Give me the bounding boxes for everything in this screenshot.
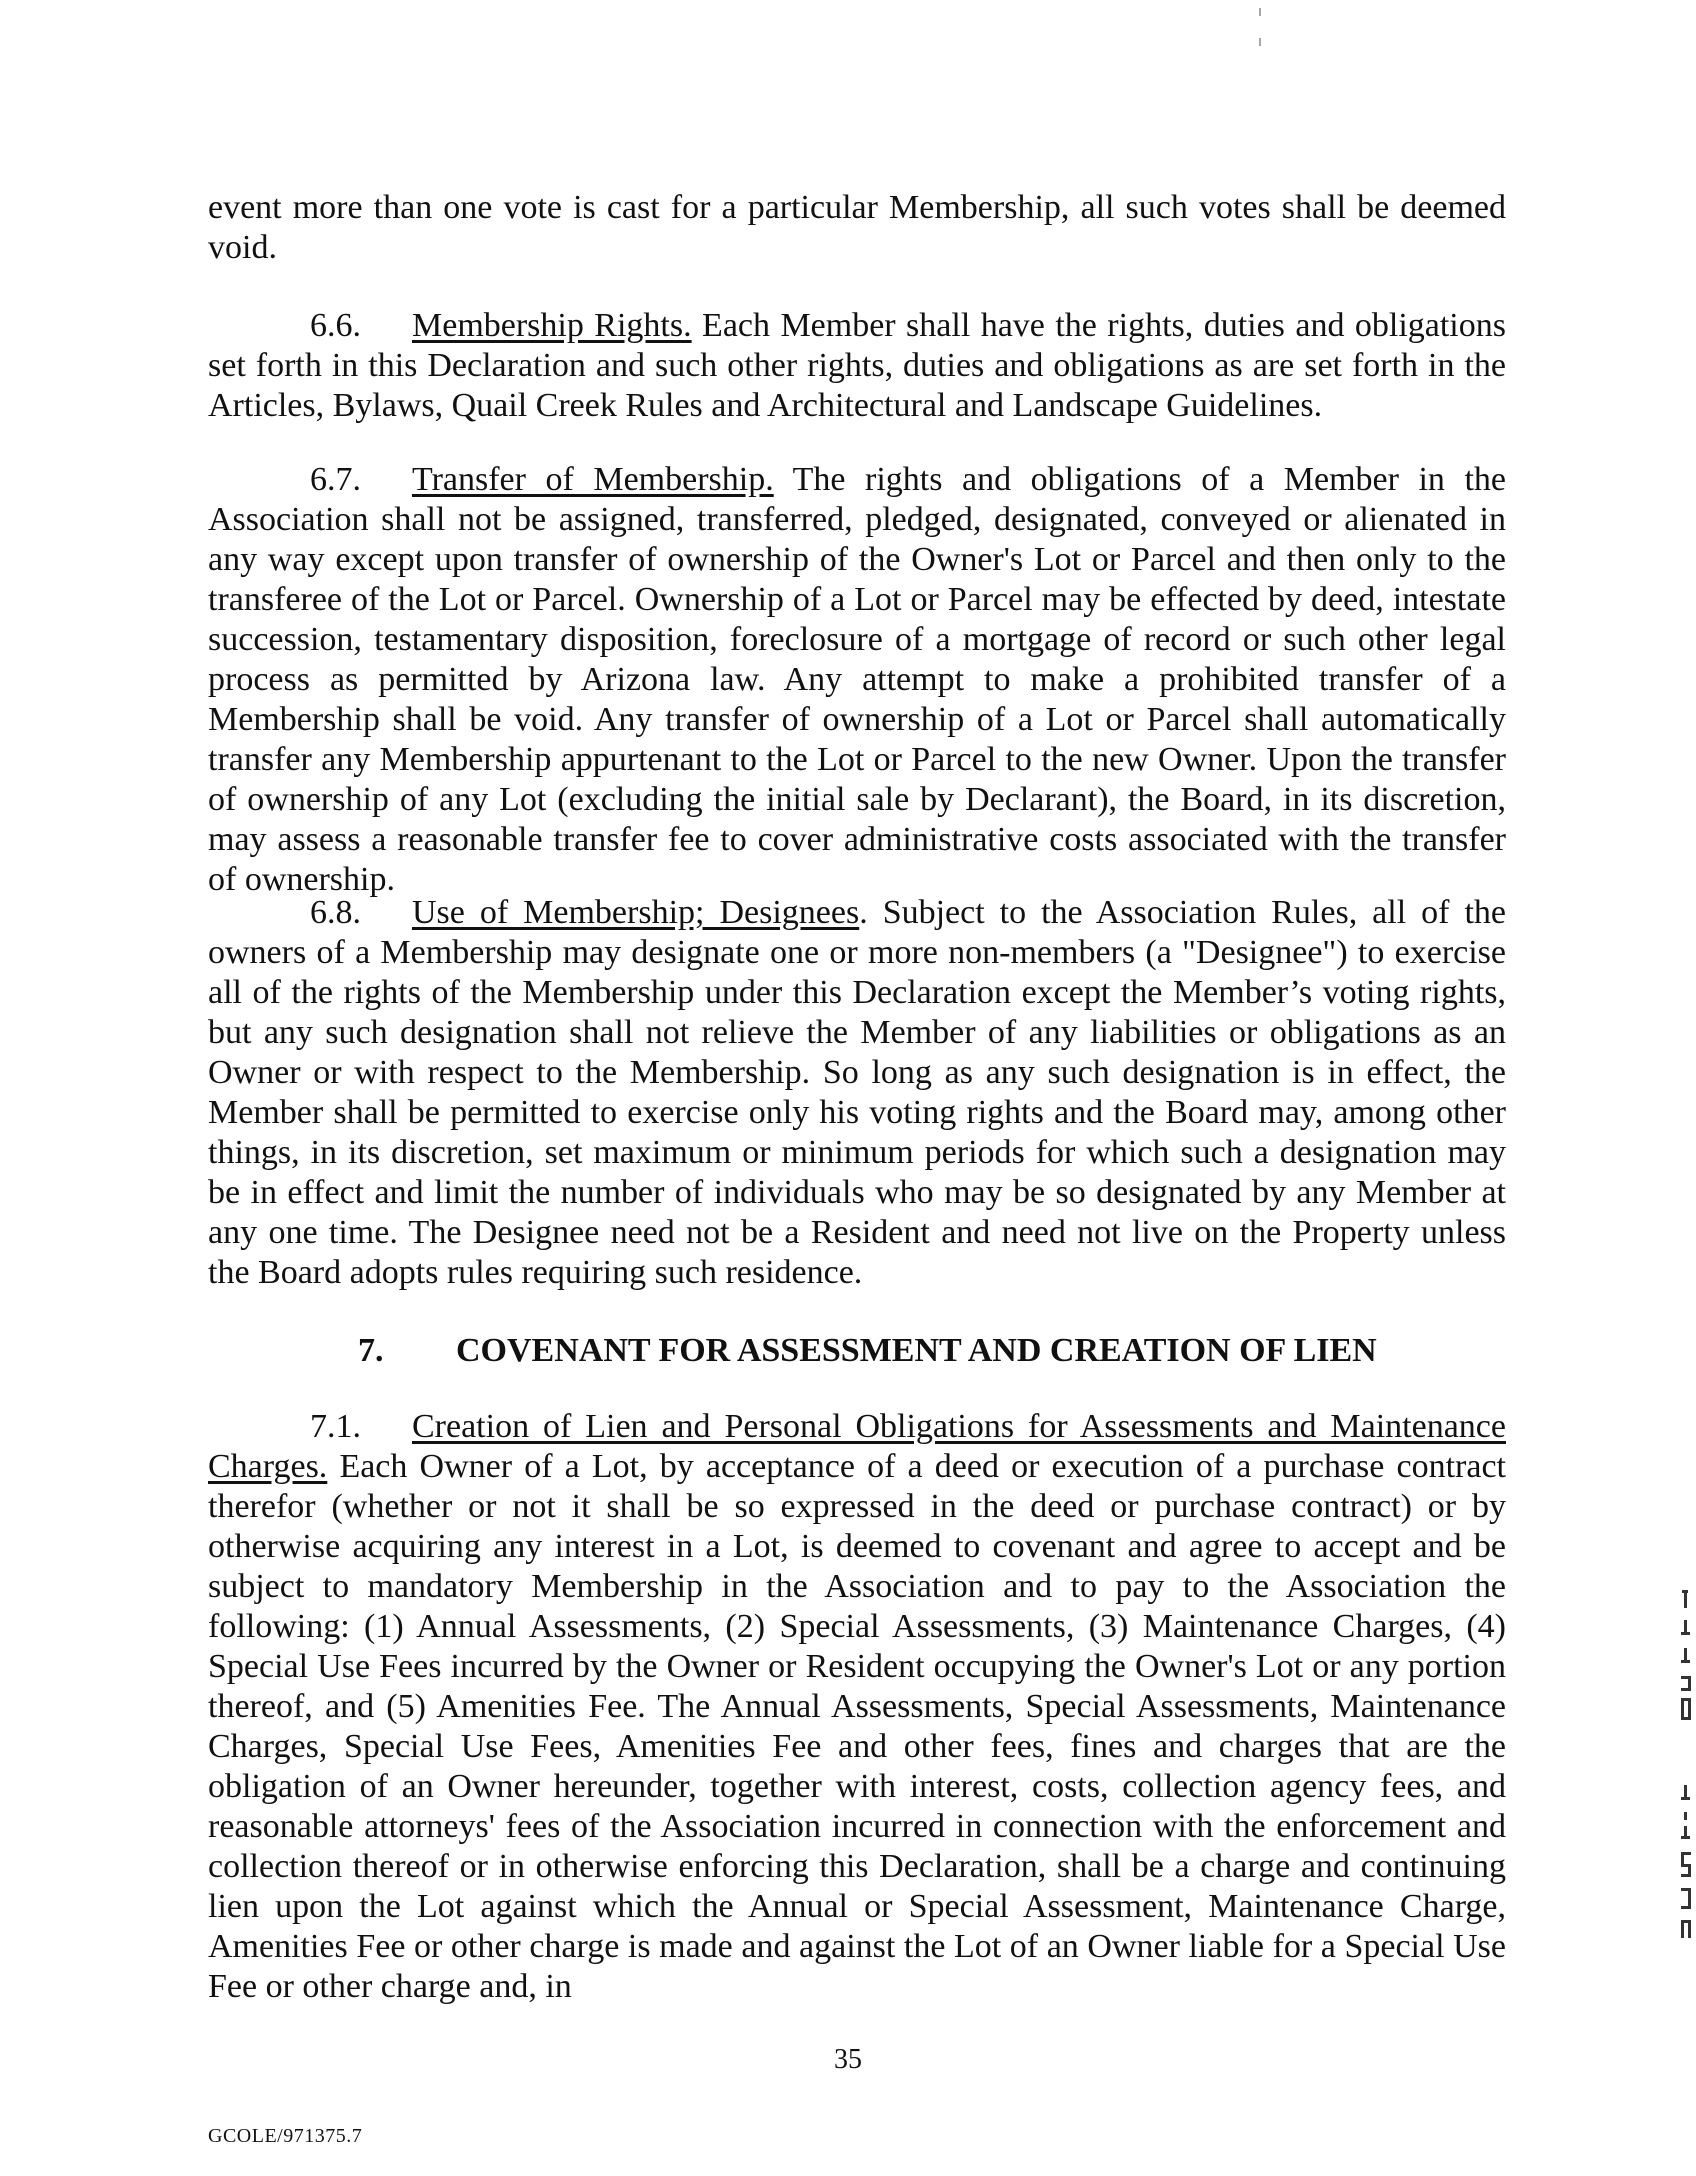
section-6-7 bbox=[208, 460, 1506, 900]
document-id: GCOLE/971375.7 bbox=[208, 2125, 363, 2147]
section-6-7-number: 6.7. bbox=[310, 461, 361, 498]
section-7-1-text: Each Owner of a Lot, by acceptance of a deed or execution of a purchase contract therefor (whether or not it shall be so expressed in the deed or purchase contract) or by otherwise acquiring any interest in a Lot, is deemed to covenant and agree to accept and be subject to mandatory Membership in the Association and to pay to the Association the following: (1) Annual Assessments, (2) Special Assessments, (3) Maintenance Charges, (4) Special Use Fees incurred by the Owner or Resident occupying the Owner's Lot or any portion thereof, and (5) Amenities Fee. The Annual Assessments, Special Assessments, Maintenance Charges, Special Use Fees, Amenities Fee and other fees, fines and charges that are the obligation of an Owner hereunder, together with interest, costs, collection agency fees, and reasonable attorneys' fees of the Association incurred in connection with the enforcement and collection thereof or in otherwise enforcing this Declaration, shall be a charge and continuing lien upon the Lot against which the Annual or Special Assessment, Maintenance Charge, Amenities Fee or other charge is made and against the Lot of an Owner liable for a Special Use Fee or other charge and, in bbox=[208, 1448, 1506, 2005]
section-7-1 bbox=[208, 1407, 1506, 2007]
scan-artifact bbox=[1258, 8, 1262, 48]
section-6-8-text: . Subject to the Association Rules, all of the owners of a Membership may designate one or more non-members (a "Designee") to exercise all of the rights of the Membership under this Declaration except the Member’s voting rights, but any such designation shall not relieve the Member of any liabilities or obligations as an Owner or with respect to the Membership. So long as any such designation is in effect, the Member shall be permitted to exercise only his voting rights and the Board may, among other things, in its discretion, set maximum or minimum periods for which such a designation may be in effect and limit the number of individuals who may be so designated by any Member at any one time. The Designee need not be a Resident and need not live on the Property unless the Board adopts rules requiring such residence. bbox=[208, 894, 1506, 1291]
recording-stamp-image bbox=[1678, 1590, 1694, 1940]
section-6-7-title: Transfer of Membership. bbox=[412, 461, 774, 498]
section-6-6-text: Each Member shall have the rights, duties and obligations set forth in this Declaration and such other rights, duties and obligations as are set forth in the Articles, Bylaws, Quail Creek Rules and Architectural and Landscape Guidelines. bbox=[208, 307, 1506, 424]
section-7-1-number: 7.1. bbox=[310, 1408, 361, 1445]
paragraph-continuation bbox=[208, 188, 1506, 268]
section-6-7-text: The rights and obligations of a Member in the Association shall not be assigned, transferred, pledged, designated, conveyed or alienated in any way except upon transfer of ownership of the Owner's Lot or Parcel and then only to the transferee of the Lot or Parcel. Ownership of a Lot or Parcel may be effected by deed, intestate succession, testamentary disposition, foreclosure of a mortgage of record or such other legal process as permitted by Arizona law. Any attempt to make a prohibited transfer of a Membership shall be void. Any transfer of ownership of a Lot or Parcel shall automatically transfer any Membership appurtenant to the Lot or Parcel to the new Owner. Upon the transfer of ownership of any Lot (excluding the initial sale by Declarant), the Board, in its discretion, may assess a reasonable transfer fee to cover administrative costs associated with the transfer of ownership. bbox=[208, 461, 1507, 898]
section-7-number: 7. bbox=[358, 1332, 384, 1369]
section-7-title: COVENANT FOR ASSESSMENT AND CREATION OF LIEN bbox=[456, 1332, 1377, 1369]
section-7-1-title: Creation of Lien and Personal Obligations for Assessments and Maintenance Charges. bbox=[208, 1408, 1506, 1485]
section-6-8 bbox=[208, 893, 1506, 1293]
section-6-6-title: Membership Rights. bbox=[412, 307, 692, 344]
section-6-8-title: Use of Membership; Designees bbox=[412, 894, 860, 931]
section-7-heading bbox=[358, 1331, 1377, 1371]
section-6-6 bbox=[208, 306, 1506, 426]
page-number: 35 bbox=[834, 2044, 862, 2075]
section-6-6-number: 6.6. bbox=[310, 307, 361, 344]
paragraph-continuation-text: event more than one vote is cast for a particular Membership, all such votes shall be deemed void. bbox=[208, 189, 1506, 266]
section-6-8-number: 6.8. bbox=[310, 894, 361, 931]
